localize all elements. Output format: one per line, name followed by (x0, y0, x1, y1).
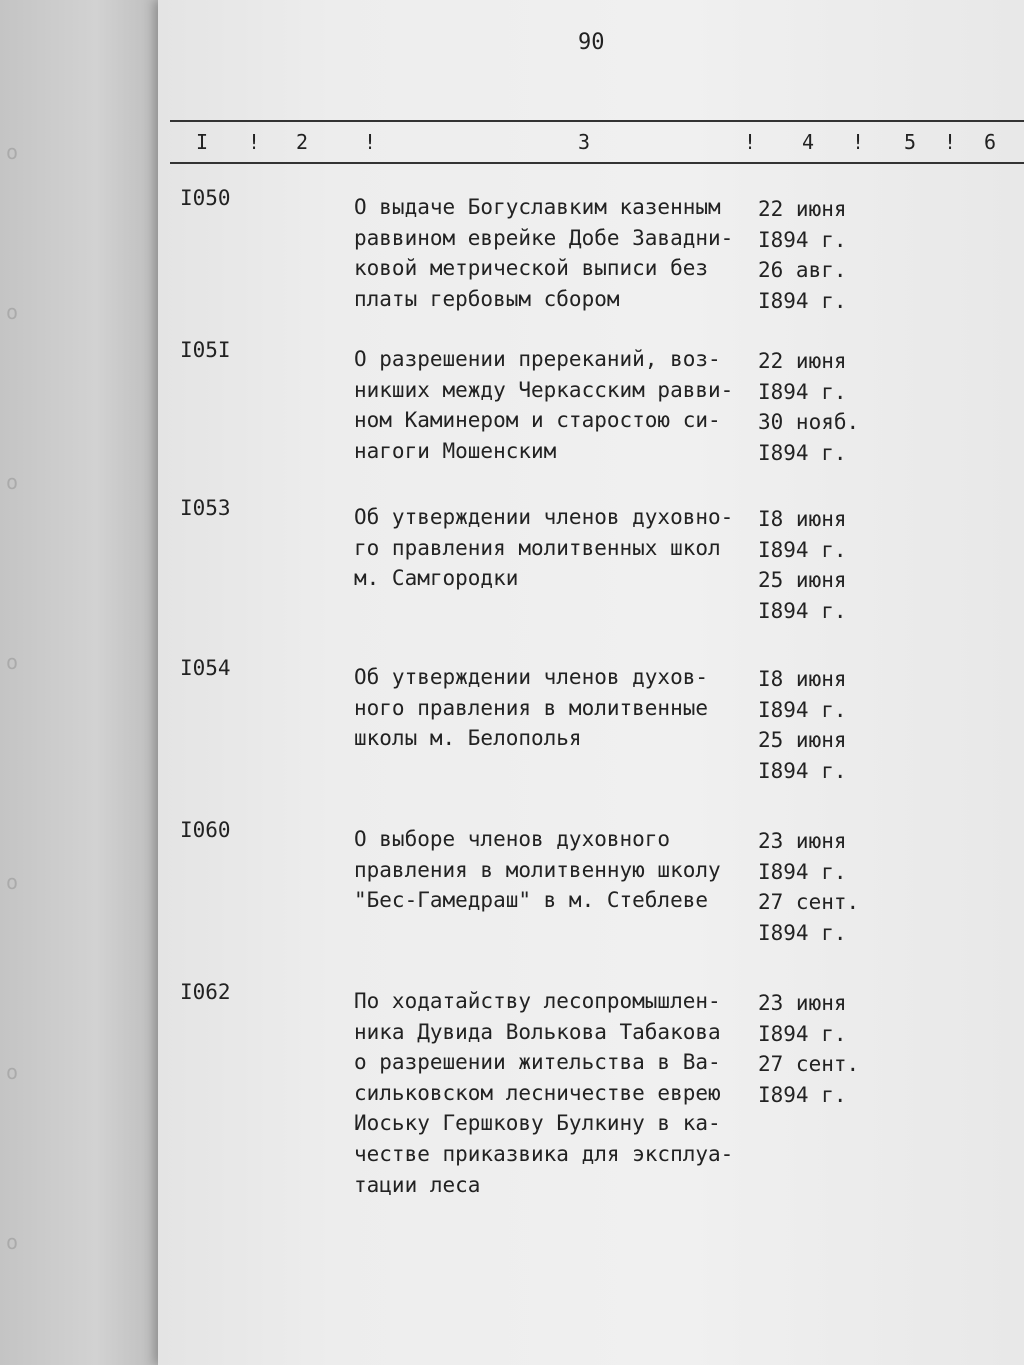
date-line: 25 июня (758, 728, 847, 753)
entry-dates (758, 346, 859, 468)
entry-dates (758, 194, 847, 316)
entry-number: I062 (180, 980, 231, 1004)
column-separator: ! (852, 130, 865, 154)
description-line: ного правления в молитвенные (354, 695, 709, 720)
date-line: I8 июня (758, 507, 847, 531)
description-line: о разрешении жительства в Ва- (354, 1050, 721, 1075)
description-line: го правления молитвенных школ (354, 535, 721, 560)
document-page (158, 0, 1024, 1365)
description-line: школы м. Белополья (354, 726, 582, 751)
bleed-through-text: о (6, 650, 19, 674)
description-line: правления в молитвенную школу (354, 857, 721, 882)
date-line: 27 сент. (758, 1052, 860, 1077)
date-line: I894 г. (758, 288, 847, 313)
date-line: 26 авг. (758, 258, 847, 283)
description-line: честве приказвика для эксплуа- (354, 1141, 734, 1166)
column-header: 6 (984, 130, 997, 154)
column-separator: ! (364, 130, 377, 154)
bleed-through-text: о (6, 300, 19, 324)
column-separator: ! (248, 130, 261, 154)
date-line: I894 г. (758, 440, 847, 465)
description-line: ковой метрической выписи без (354, 256, 709, 281)
date-line: 23 июня (758, 829, 847, 853)
entry-dates (758, 988, 859, 1110)
bleed-through-text: о (6, 470, 19, 494)
date-line: 23 июня (758, 991, 847, 1015)
description-line: сильковском лесничестве еврею (354, 1080, 721, 1105)
date-line: I894 г. (758, 379, 847, 404)
date-line: 27 сент. (758, 890, 860, 915)
date-line: 30 нояб. (758, 410, 860, 435)
column-header: 5 (904, 130, 917, 154)
entry-description (354, 662, 708, 754)
description-line: платы гербовым сбором (354, 286, 620, 311)
header-top-rule (170, 120, 1024, 122)
date-line: I894 г. (758, 1082, 847, 1107)
header-bottom-rule (170, 162, 1024, 164)
previous-page-edge (0, 0, 160, 1365)
bleed-through-text: о (6, 1230, 19, 1254)
bleed-through-text: о (6, 140, 19, 164)
column-separator: ! (744, 130, 757, 154)
entry-description (354, 986, 733, 1200)
entry-description (354, 502, 733, 594)
description-line: нагоги Мошенским (354, 438, 557, 463)
description-line: Об утверждении членов духов- (354, 665, 709, 689)
entry-number: I053 (180, 496, 231, 520)
description-line: ном Каминером и старостою си- (354, 408, 721, 433)
column-header: 3 (578, 130, 591, 154)
date-line: I894 г. (758, 758, 847, 783)
date-line: I894 г. (758, 859, 847, 884)
entry-description (354, 824, 721, 916)
entry-number: I060 (180, 818, 231, 842)
description-line: Об утверждении членов духовно- (354, 505, 734, 529)
entry-dates (758, 664, 847, 786)
date-line: I894 г. (758, 598, 847, 623)
description-line: "Бес-Гамедраш" в м. Стеблеве (354, 888, 709, 913)
entry-description (354, 192, 733, 314)
bleed-through-text: о (6, 870, 19, 894)
description-line: О выборе членов духовного (354, 827, 671, 851)
column-header: I (196, 130, 209, 154)
entry-number: I05I (180, 338, 231, 362)
date-line: I894 г. (758, 920, 847, 945)
entry-dates (758, 504, 847, 626)
description-line: ника Дувида Волькова Табакова (354, 1019, 721, 1044)
page-number: 90 (578, 30, 605, 55)
bleed-through-text: о (6, 1060, 19, 1084)
date-line: I8 июня (758, 667, 847, 691)
description-line: раввином еврейке Добе Завадни- (354, 225, 734, 250)
column-separator: ! (944, 130, 957, 154)
entry-number: I054 (180, 656, 231, 680)
description-line: тации леса (354, 1172, 481, 1197)
date-line: I894 г. (758, 697, 847, 722)
description-line: О выдаче Богуславким казенным (354, 195, 721, 219)
description-line: По ходатайству лесопромышлен- (354, 989, 721, 1013)
column-header: 2 (296, 130, 309, 154)
column-header: 4 (802, 130, 815, 154)
description-line: никших между Черкасским равви- (354, 377, 734, 402)
date-line: I894 г. (758, 227, 847, 252)
entry-description (354, 344, 733, 466)
date-line: 22 июня (758, 349, 847, 373)
date-line: 25 июня (758, 568, 847, 593)
entry-number: I050 (180, 186, 231, 210)
entry-dates (758, 826, 859, 948)
date-line: I894 г. (758, 1021, 847, 1046)
date-line: 22 июня (758, 197, 847, 221)
description-line: Иоську Гершкову Булкину в ка- (354, 1111, 721, 1136)
date-line: I894 г. (758, 537, 847, 562)
description-line: О разрешении пререканий, воз- (354, 347, 721, 371)
description-line: м. Самгородки (354, 566, 519, 591)
